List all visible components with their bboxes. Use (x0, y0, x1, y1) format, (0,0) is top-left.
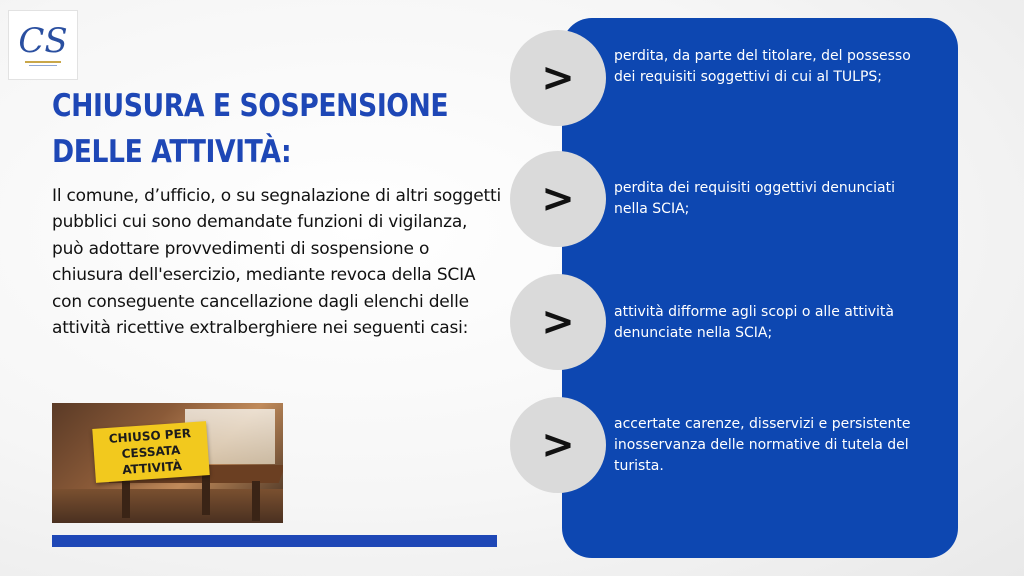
accent-bar (52, 535, 497, 547)
chevron-right-icon: > (510, 274, 606, 370)
photo-chair (202, 475, 210, 515)
title-line-1: CHIUSURA E SOSPENSIONE (52, 88, 449, 124)
chevron-right-icon: > (510, 151, 606, 247)
logo-monogram: CS (18, 21, 68, 61)
case-item-1: perdita, da parte del titolare, del possesso dei requisiti soggettivi di cui al TULPS; (614, 48, 911, 85)
photo-floor (52, 489, 283, 523)
case-item-3: attività difforme agli scopi o alle attività denunciate nella SCIA; (614, 304, 894, 341)
logo (8, 10, 78, 80)
chevron-right-icon: > (510, 30, 606, 126)
logo-rule (25, 61, 61, 63)
page-title (52, 83, 448, 175)
logo-rule-thin (29, 65, 57, 66)
cases-panel (562, 18, 958, 558)
title-line-2: DELLE ATTIVITÀ: (52, 134, 292, 170)
chevron-right-icon: > (510, 397, 606, 493)
photo-chair (252, 481, 260, 521)
body-paragraph: Il comune, d’ufficio, o su segnalazione di altri soggetti pubblici cui sono demandate funzioni di vigilanza, può adottare provvedimenti di sospensione o chiusura dell'esercizio, mediante revoca della SCIA con conseguente cancellazione dagli elenchi delle attività ricettive extralberghiere nei seguenti casi: (52, 186, 501, 339)
case-item-4: accertate carenze, disservizi e persistente inosservanza delle normative di tutela del turista. (614, 416, 911, 474)
closed-restaurant-photo (52, 403, 283, 523)
closed-sign-line-1: CHIUSO PER (108, 426, 192, 446)
case-item-2: perdita dei requisiti oggettivi denunciati nella SCIA; (614, 180, 895, 217)
photo-chair (122, 478, 130, 518)
closed-sign (92, 421, 209, 483)
closed-sign-line-2: CESSATA ATTIVITÀ (121, 442, 183, 478)
